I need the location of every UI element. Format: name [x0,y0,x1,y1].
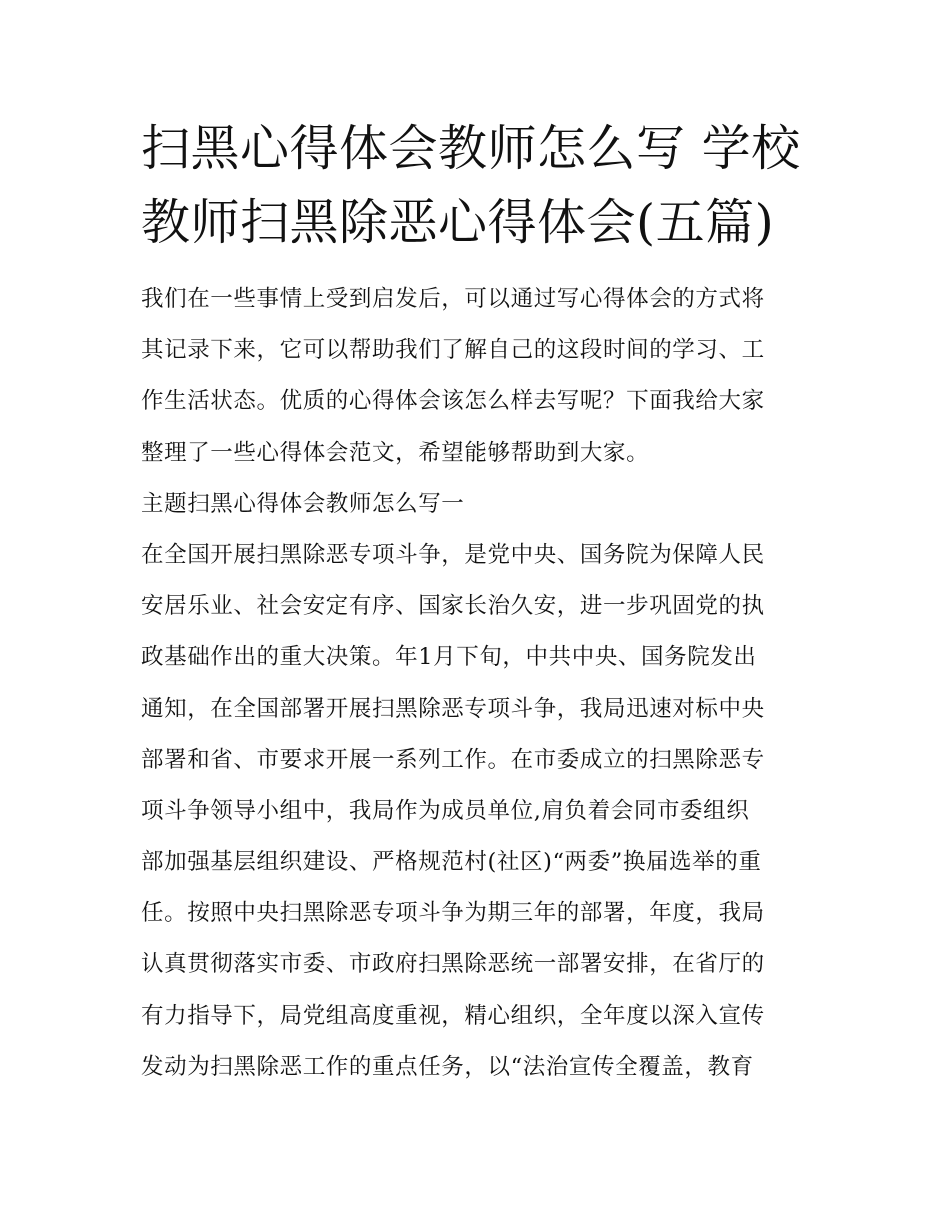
body-line: 发动为扫黑除恶工作的重点任务，以“法治宣传全覆盖，教育 [141,1053,754,1080]
document-title [141,112,811,260]
body-line: 我们在一些事情上受到启发后，可以通过写心得体会的方式将 [141,286,765,312]
body-line: 认真贯彻落实市委、市政府扫黑除恶统一部署安排，在省厅的 [141,951,765,978]
body-line: 整理了一些心得体会范文，希望能够帮助到大家。 [141,439,650,466]
body-line: 安居乐业、社会安定有序、国家长治久安，进一步巩固党的执 [141,593,765,620]
title-line: 扫黑心得体会教师怎么写 学校 [141,120,801,177]
body-line: 项斗争领导小组中，我局作为成员单位,肩负着会同市委组织 [141,797,750,824]
document-body [141,274,811,1093]
body-line: 在全国开展扫黑除恶专项斗争，是党中央、国务院为保障人民 [141,541,765,568]
body-line: 政基础作出的重大决策。年1月下旬，中共中央、国务院发出 [141,644,757,671]
body-line: 作生活状态。优质的心得体会该怎么样去写呢？下面我给大家 [141,388,765,415]
body-line: 通知，在全国部署开展扫黑除恶专项斗争，我局迅速对标中央 [141,695,765,722]
document-content [141,112,811,1093]
body-line: 部署和省、市要求开展一系列工作。在市委成立的扫黑除恶专 [141,746,765,773]
body-line: 部加强基层组织建设、严格规范村(社区)“两委”换届选举的重 [141,849,762,876]
title-line: 教师扫黑除恶心得体会(五篇) [141,194,775,251]
body-line: 有力指导下，局党组高度重视，精心组织，全年度以深入宣传 [141,1002,765,1029]
body-line: 任。按照中央扫黑除恶专项斗争为期三年的部署，年度，我局 [141,900,765,927]
section-heading: 主题扫黑心得体会教师怎么写一 [141,490,465,517]
body-line: 其记录下来，它可以帮助我们了解自己的这段时间的学习、工 [141,337,765,364]
